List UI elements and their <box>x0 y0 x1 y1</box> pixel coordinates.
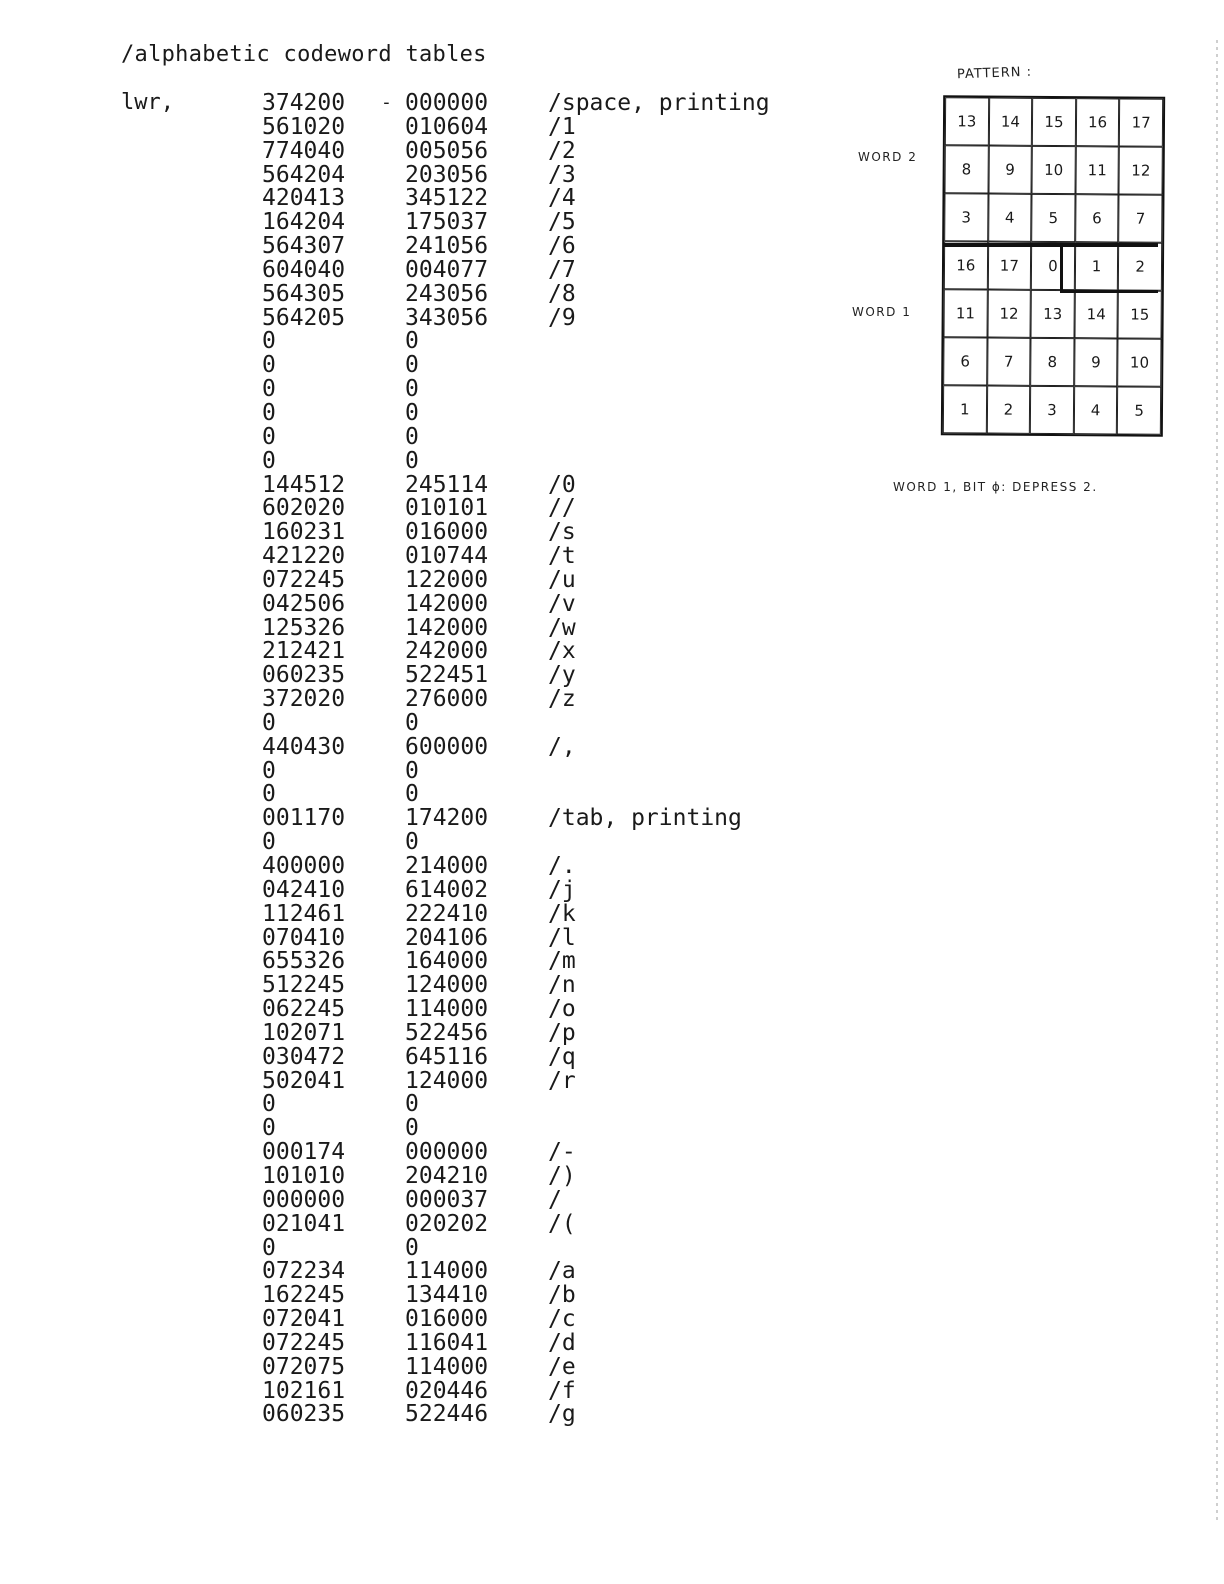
table-row <box>0 1234 800 1261</box>
table-row <box>0 1019 800 1046</box>
word-2-value: 174200 <box>405 805 489 832</box>
grid-cell: 8 <box>945 145 989 193</box>
table-row <box>0 521 800 545</box>
table-row <box>0 831 800 855</box>
table-row <box>0 974 800 998</box>
comment: /0 <box>548 471 576 498</box>
grid-divider <box>944 243 1158 247</box>
word-2-value: 343056 <box>405 304 489 331</box>
table-row <box>0 161 800 188</box>
grid-cell: 4 <box>1074 386 1118 434</box>
table-row <box>0 1308 800 1332</box>
comment: /q <box>548 1043 576 1070</box>
word-2-value: 204210 <box>405 1162 489 1189</box>
table-row <box>0 497 800 521</box>
table-row <box>0 1162 800 1189</box>
table-row <box>0 92 800 116</box>
table-row <box>0 1067 800 1094</box>
word-2-value: 116041 <box>405 1329 489 1356</box>
comment: /x <box>548 638 576 665</box>
word-1-value: 072041 <box>262 1306 346 1333</box>
comment: /- <box>548 1139 576 1166</box>
grid-cell: 8 <box>1030 338 1074 386</box>
word-2-value: 142000 <box>405 590 489 617</box>
comment: /u <box>548 566 576 593</box>
word-2-value: 614002 <box>405 876 489 903</box>
comment: /3 <box>548 161 576 188</box>
table-row <box>0 783 800 807</box>
word-1-value: 125326 <box>262 614 346 641</box>
word-1-value: 0 <box>262 423 276 450</box>
table-row <box>0 807 800 831</box>
table-row <box>0 304 800 331</box>
word-2-value: 114000 <box>405 996 489 1023</box>
word-1-value: 561020 <box>262 113 346 140</box>
pattern-grid <box>941 95 1165 437</box>
word-2-value: 645116 <box>405 1043 489 1070</box>
comment: /. <box>548 853 576 879</box>
grid-cell: 15 <box>1118 290 1162 338</box>
table-row <box>0 640 800 664</box>
comment: /b <box>548 1282 576 1309</box>
word-1-value: 564305 <box>262 280 346 307</box>
word-2-value: 164000 <box>405 948 489 975</box>
table-row <box>0 709 800 736</box>
word-2-value: 020446 <box>405 1377 489 1404</box>
word-1-value: 070410 <box>262 924 346 951</box>
word-2-value: 122000 <box>405 566 489 593</box>
word-1-value: 164204 <box>262 209 346 236</box>
comment: /e <box>548 1353 576 1380</box>
word-2-value: 222410 <box>405 900 489 927</box>
grid-cell: 15 <box>1032 98 1076 146</box>
page-title: /alphabetic codeword tables <box>121 42 487 67</box>
word-1-value: 072075 <box>262 1353 346 1380</box>
pattern-title: PATTERN : <box>956 64 1033 83</box>
grid-cell: 6 <box>1075 194 1119 242</box>
word-2-label: WORD 2 <box>858 150 918 164</box>
comment: /w <box>548 614 576 641</box>
comment: /v <box>548 590 576 617</box>
word-1-value: 0 <box>262 709 276 736</box>
table-row <box>0 1329 800 1356</box>
comment: /g <box>548 1401 576 1428</box>
comment: /y <box>548 662 576 689</box>
comment: /j <box>548 876 576 903</box>
word-2-value: 522446 <box>405 1401 489 1428</box>
word-1-value: 001170 <box>262 805 346 832</box>
grid-cell: 11 <box>944 289 988 337</box>
table-row <box>0 950 800 974</box>
grid-cell: 16 <box>1076 98 1120 146</box>
grid-cell: 4 <box>988 194 1032 242</box>
table-row <box>0 187 800 211</box>
word-2-value: 114000 <box>405 1353 489 1380</box>
word-2-value: 0 <box>405 1234 419 1261</box>
word-1-value: 0 <box>262 829 276 856</box>
comment: /( <box>548 1210 576 1237</box>
comment: /8 <box>548 280 576 307</box>
word-2-value: 0 <box>405 447 419 474</box>
word-1-value: 0 <box>262 328 276 355</box>
word-1-value: 0 <box>262 1234 276 1261</box>
word-1-value: 212421 <box>262 638 346 665</box>
word-1-value: 440430 <box>262 733 346 760</box>
word-1-value: 072245 <box>262 566 346 593</box>
word-2-value: 0 <box>405 781 419 808</box>
word-1-value: 102161 <box>262 1377 346 1404</box>
word-2-value: 124000 <box>405 1067 489 1094</box>
word-2-value: 004077 <box>405 256 489 283</box>
handwritten-note: WORD 1, BIT ϕ: DEPRESS 2. <box>893 480 1098 494</box>
grid-cell: 14 <box>1074 290 1118 338</box>
word-1-value: 0 <box>262 757 276 784</box>
grid-cell: 17 <box>987 242 1031 290</box>
comment: /l <box>548 924 576 951</box>
grid-cell: 3 <box>944 193 988 241</box>
word-1-value: 021041 <box>262 1210 346 1237</box>
comment: /p <box>548 1019 576 1046</box>
word-1-value: 564205 <box>262 304 346 331</box>
table-row <box>0 566 800 593</box>
comment: /2 <box>548 137 576 164</box>
table-row <box>0 1284 800 1308</box>
table-row <box>0 733 800 760</box>
word-2-value: 0 <box>405 399 419 426</box>
table-row <box>0 876 800 903</box>
comment: /n <box>548 972 576 999</box>
word-2-value: 020202 <box>405 1210 489 1237</box>
word-2-value: 245114 <box>405 471 489 498</box>
grid-cell: 9 <box>988 146 1032 194</box>
word-2-value: 0 <box>405 1115 419 1142</box>
word-1-value: 101010 <box>262 1162 346 1189</box>
codeword-table <box>0 92 800 1427</box>
table-row <box>0 924 800 951</box>
grid-cell: 14 <box>988 98 1032 146</box>
table-row <box>0 614 800 641</box>
word-2-value: 000000 <box>405 90 489 116</box>
table-row <box>0 137 800 164</box>
word-1-value: 0 <box>262 352 276 379</box>
comment: /1 <box>548 113 576 140</box>
table-row <box>0 378 800 402</box>
table-row <box>0 1377 800 1404</box>
table-row <box>0 1186 800 1213</box>
grid-cell: 2 <box>1118 242 1162 290</box>
comment: /t <box>548 543 576 570</box>
table-row <box>0 399 800 426</box>
grid-cell: 1 <box>943 385 987 433</box>
word-1-value: 0 <box>262 1091 276 1118</box>
table-row <box>0 423 800 450</box>
word-2-value: 204106 <box>405 924 489 951</box>
word-2-value: 242000 <box>405 638 489 665</box>
word-1-value: 030472 <box>262 1043 346 1070</box>
comment: /7 <box>548 256 576 283</box>
comment: /c <box>548 1306 576 1333</box>
grid-cell: 12 <box>987 290 1031 338</box>
word-1-label: WORD 1 <box>852 305 912 319</box>
grid-cell: 11 <box>1075 146 1119 194</box>
word-2-value: 005056 <box>405 137 489 164</box>
comment: /d <box>548 1329 576 1356</box>
word-2-value: 010744 <box>405 543 489 570</box>
word-1-value: 0 <box>262 1115 276 1142</box>
word-2-value: 175037 <box>405 209 489 236</box>
table-row <box>0 256 800 283</box>
word-1-value: 604040 <box>262 256 346 283</box>
word-2-value: 0 <box>405 829 419 856</box>
table-row <box>0 664 800 688</box>
grid-cell: 16 <box>944 241 988 289</box>
comment: /k <box>548 900 576 927</box>
comment: /5 <box>548 209 576 236</box>
word-2-value: 016000 <box>405 1306 489 1333</box>
word-1-value: 060235 <box>262 1401 346 1428</box>
table-row <box>0 471 800 498</box>
table-row <box>0 235 800 259</box>
word-2-value: 241056 <box>405 233 489 260</box>
word-1-value: 042506 <box>262 590 346 617</box>
word-1-value: 102071 <box>262 1019 346 1046</box>
comment: /9 <box>548 304 576 331</box>
table-row <box>0 1353 800 1380</box>
table-row <box>0 900 800 927</box>
table-row <box>0 280 800 307</box>
word-1-value: 144512 <box>262 471 346 498</box>
word-2-value: 203056 <box>405 161 489 188</box>
word-2-value: 000000 <box>405 1139 489 1166</box>
word-2-value: 600000 <box>405 733 489 760</box>
table-row <box>0 1260 800 1284</box>
table-row <box>0 998 800 1022</box>
word-2-value: 124000 <box>405 972 489 999</box>
grid-cell: 10 <box>1032 146 1076 194</box>
table-row <box>0 590 800 617</box>
word-2-value: 0 <box>405 709 419 736</box>
table-row <box>0 1117 800 1141</box>
word-2-value: 345122 <box>405 185 489 212</box>
table-label: lwr, <box>121 90 174 115</box>
word-1-value: 564204 <box>262 161 346 188</box>
word-1-value: 0 <box>262 399 276 426</box>
word-1-value: 112461 <box>262 900 346 927</box>
stray-dash-mark: - <box>381 92 392 113</box>
table-row <box>0 330 800 354</box>
comment: // <box>548 495 576 522</box>
table-row <box>0 447 800 474</box>
word-2-value: 114000 <box>405 1258 489 1285</box>
word-1-value: 062245 <box>262 996 346 1023</box>
comment: /6 <box>548 233 576 260</box>
page-edge <box>1216 40 1218 1520</box>
word-2-value: 276000 <box>405 686 489 713</box>
comment: / <box>548 1186 562 1213</box>
comment: /) <box>548 1162 576 1189</box>
grid-cell: 6 <box>943 337 987 385</box>
grid-divider-lower <box>1060 290 1158 293</box>
word-1-value: 400000 <box>262 853 346 879</box>
table-row <box>0 1093 800 1117</box>
comment: /z <box>548 686 576 713</box>
word-1-value: 000174 <box>262 1139 346 1166</box>
word-1-value: 0 <box>262 376 276 403</box>
word-1-value: 042410 <box>262 876 346 903</box>
grid-cell: 0 <box>1031 242 1075 290</box>
word-2-value: 0 <box>405 376 419 403</box>
word-2-value: 010101 <box>405 495 489 522</box>
word-1-value: 160231 <box>262 519 346 546</box>
grid-cell: 5 <box>1117 386 1161 434</box>
word-1-value: 602020 <box>262 495 346 522</box>
comment: /space, printing <box>548 90 770 116</box>
word-1-value: 512245 <box>262 972 346 999</box>
word-1-value: 374200 <box>262 90 346 116</box>
word-2-value: 0 <box>405 1091 419 1118</box>
grid-cell: 13 <box>1031 290 1075 338</box>
table-row <box>0 1403 800 1427</box>
word-1-value: 000000 <box>262 1186 346 1213</box>
table-row <box>0 113 800 140</box>
comment: /m <box>548 948 576 975</box>
comment: /s <box>548 519 576 546</box>
word-1-value: 072234 <box>262 1258 346 1285</box>
table-row <box>0 211 800 235</box>
comment: /tab, printing <box>548 805 742 832</box>
word-1-value: 421220 <box>262 543 346 570</box>
word-1-value: 0 <box>262 447 276 474</box>
word-2-value: 243056 <box>405 280 489 307</box>
comment: /a <box>548 1258 576 1285</box>
word-1-value: 162245 <box>262 1282 346 1309</box>
word-1-value: 420413 <box>262 185 346 212</box>
table-row <box>0 688 800 712</box>
word-1-value: 372020 <box>262 686 346 713</box>
grid-cell: 10 <box>1118 338 1162 386</box>
word-1-value: 774040 <box>262 137 346 164</box>
grid-cell: 5 <box>1031 194 1075 242</box>
grid-cell: 9 <box>1074 338 1118 386</box>
word-1-value: 072245 <box>262 1329 346 1356</box>
word-2-value: 000037 <box>405 1186 489 1213</box>
word-1-value: 564307 <box>262 233 346 260</box>
table-row <box>0 855 800 879</box>
comment: /f <box>548 1377 576 1404</box>
grid-cell: 12 <box>1119 146 1163 194</box>
comment: /r <box>548 1067 576 1094</box>
grid-cell: 2 <box>986 386 1030 434</box>
word-2-value: 214000 <box>405 853 489 879</box>
grid-cell: 7 <box>987 338 1031 386</box>
word-2-value: 142000 <box>405 614 489 641</box>
grid-cell: 17 <box>1119 98 1163 146</box>
table-row <box>0 1210 800 1237</box>
word-2-value: 010604 <box>405 113 489 140</box>
word-2-value: 0 <box>405 352 419 379</box>
word-2-value: 134410 <box>405 1282 489 1309</box>
word-2-value: 522451 <box>405 662 489 689</box>
table-row <box>0 354 800 378</box>
table-row <box>0 1141 800 1165</box>
word-2-value: 0 <box>405 328 419 355</box>
grid-cell: 13 <box>945 97 989 145</box>
grid-cell: 3 <box>1030 386 1074 434</box>
word-2-value: 0 <box>405 423 419 450</box>
word-2-value: 0 <box>405 757 419 784</box>
word-2-value: 016000 <box>405 519 489 546</box>
table-row <box>0 545 800 569</box>
word-1-value: 060235 <box>262 662 346 689</box>
table-row <box>0 1043 800 1070</box>
grid-cell: 1 <box>1075 242 1119 290</box>
comment: /o <box>548 996 576 1023</box>
comment: /, <box>548 733 576 760</box>
word-1-value: 502041 <box>262 1067 346 1094</box>
grid-cell: 7 <box>1119 194 1163 242</box>
word-1-value: 0 <box>262 781 276 808</box>
grid-divider-vertical <box>1060 243 1063 291</box>
word-2-value: 522456 <box>405 1019 489 1046</box>
comment: /4 <box>548 185 576 212</box>
word-1-value: 655326 <box>262 948 346 975</box>
table-row <box>0 757 800 784</box>
